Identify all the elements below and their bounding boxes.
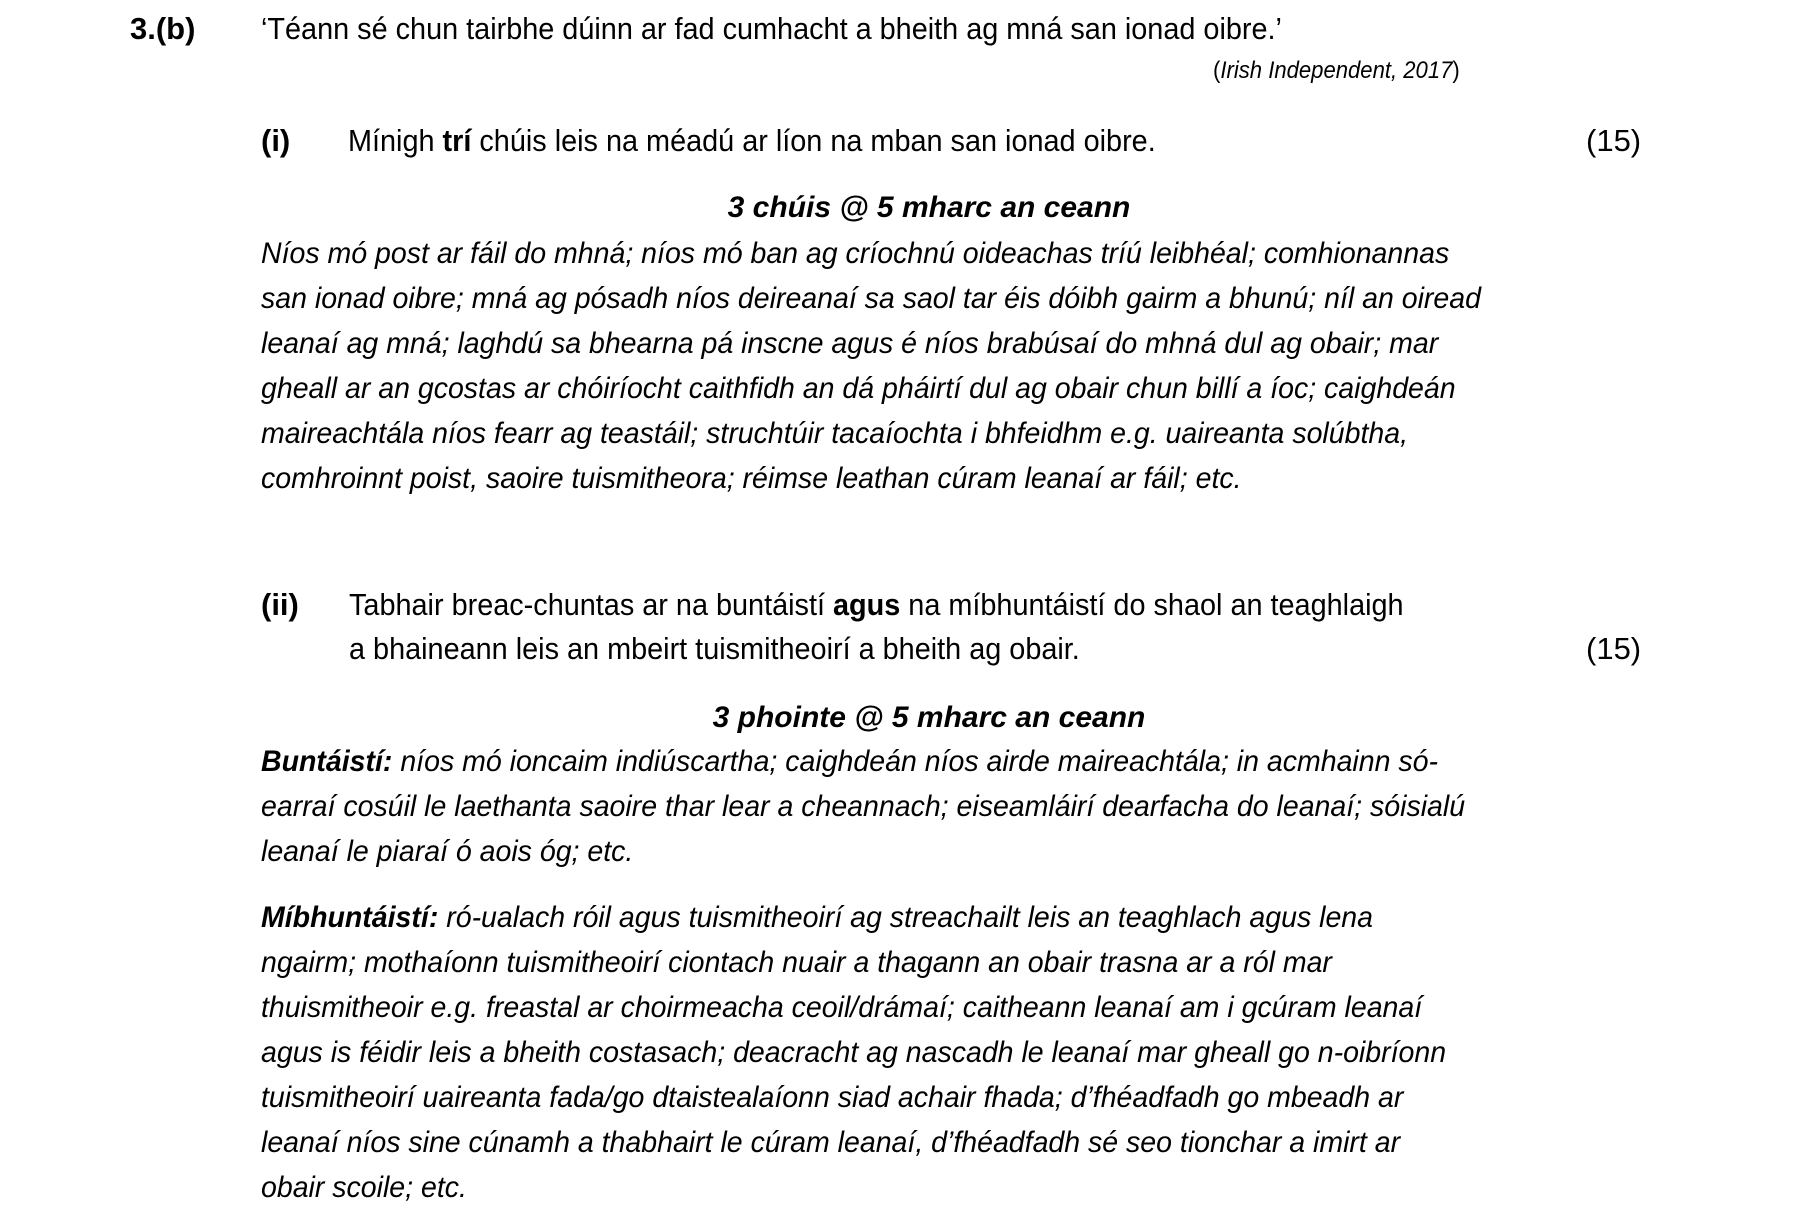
answer-line: earraí cosúil le laethanta saoire thar lear a cheannach; eiseamláirí dearfacha do leanaí; sóisialú: [261, 790, 1466, 823]
part-ii-prompt-line-1: [349, 582, 1404, 627]
answer-line: gheall ar an gcostas ar chóiríocht caithfidh an dá pháirtí dul ag obair chun billí a íoc; caighdeán: [261, 372, 1456, 405]
prompt-emphasis: trí: [442, 123, 472, 158]
prompt-text: Mínigh: [348, 123, 443, 158]
part-ii-marks: (15): [1586, 631, 1642, 666]
prompt-emphasis: agus: [832, 587, 901, 622]
answer-line: comhroinnt poist, saoire tuismitheora; réimse leathan cúram leanaí ar fáil; etc.: [261, 462, 1242, 495]
answer-line: san ionad oibre; mná ag pósadh níos deireanaí sa saol tar éis dóibh gairm a bhunú; níl an oiread: [261, 282, 1481, 315]
prompt-text: Tabhair breac-chuntas ar na buntáistí: [349, 587, 833, 622]
answer-line: leanaí le piaraí ó aois óg; etc.: [261, 835, 634, 868]
answer-line: maireachtála níos fearr ag teastáil; struchtúir tacaíochta i bhfeidhm e.g. uaireanta solúbtha,: [261, 417, 1408, 450]
answer-line: agus is féidir leis a bheith costasach; deacracht ag nascadh le leanaí mar gheall go n-oibríonn: [261, 1036, 1447, 1069]
part-i-marks: (15): [1586, 123, 1642, 158]
disadvantages-label: Míbhuntáistí:: [261, 901, 439, 934]
answer-text: ró-ualach róil agus tuismitheoirí ag streachailt leis an teaghlach agus lena: [438, 901, 1374, 934]
advantages-label: Buntáistí:: [261, 745, 393, 778]
part-ii-marking-scheme-heading: 3 phointe @ 5 mharc an ceann: [712, 701, 1146, 734]
answer-line: thuismitheoir e.g. freastal ar choirmeacha ceoil/drámaí; caitheann leanaí am i gcúram leanaí: [261, 991, 1423, 1024]
part-i-prompt: [348, 118, 1156, 163]
answer-text: níos mó ioncaim indiúscartha; caighdeán níos airde maireachtála; in acmhainn só-: [392, 745, 1438, 778]
quote-source: [1213, 56, 1460, 86]
disadvantages-first-line: [261, 895, 1373, 940]
prompt-text: na míbhuntáistí do shaol an teaghlaigh: [900, 587, 1404, 622]
prompt-text: chúis leis na méadú ar líon na mban san ionad oibre.: [471, 123, 1156, 158]
answer-line: tuismitheoirí uaireanta fada/go dtaistealaíonn siad achair fhada; d’fhéadfadh go mbeadh ar: [261, 1081, 1404, 1114]
part-ii-prompt-line-2: a bhaineann leis an mbeirt tuismitheoirí a bheith ag obair.: [349, 631, 1080, 666]
source-citation: Irish Independent, 2017: [1220, 57, 1453, 84]
part-i-label: (i): [261, 123, 291, 158]
part-i-marking-scheme-heading: 3 chúis @ 5 mharc an ceann: [727, 191, 1131, 224]
part-ii-label: (ii): [261, 587, 299, 622]
question-number: 3.(b): [130, 11, 196, 46]
answer-line: obair scoile; etc.: [261, 1171, 467, 1204]
answer-line: Níos mó post ar fáil do mhná; níos mó ban ag críochnú oideachas tríú leibhéal; comhionannas: [261, 237, 1450, 270]
answer-line: leanaí níos sine cúnamh a thabhairt le cúram leanaí, d’fhéadfadh sé seo tionchar a imirt ar: [261, 1126, 1401, 1159]
answer-line: leanaí ag mná; laghdú sa bhearna pá inscne agus é níos brabúsaí do mhná dul ag obair; mar: [261, 327, 1439, 360]
answer-line: ngairm; mothaíonn tuismitheoirí ciontach nuair a thagann an obair trasna ar a ról mar: [261, 946, 1332, 979]
question-quote: ‘Téann sé chun tairbhe dúinn ar fad cumhacht a bheith ag mná san ionad oibre.’: [261, 11, 1282, 46]
advantages-first-line: [261, 739, 1438, 784]
source-open-paren: (: [1213, 57, 1221, 84]
source-close-paren: ): [1452, 57, 1460, 84]
